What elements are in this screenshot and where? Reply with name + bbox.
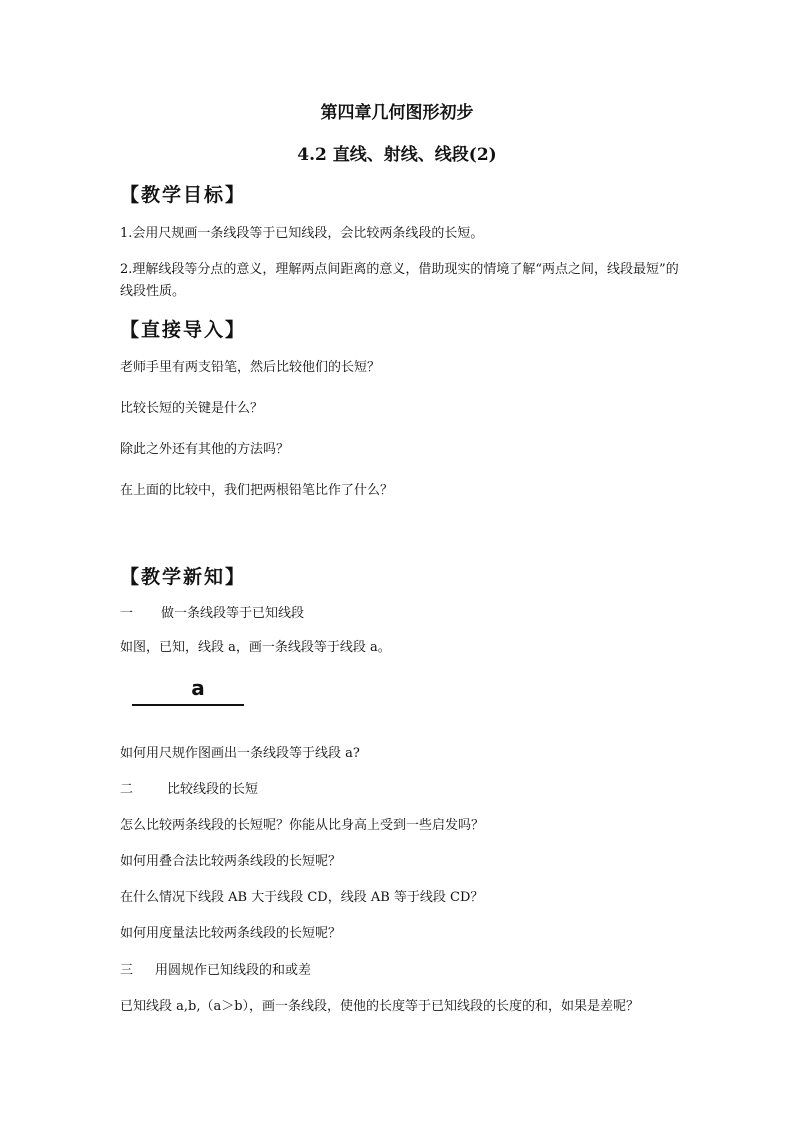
page-subtitle: 4.2 直线、射线、线段(2) bbox=[297, 145, 497, 165]
intro-line-3: 除此之外还有其他的方法吗？ bbox=[120, 442, 290, 457]
part2-number: 二 bbox=[120, 782, 134, 797]
objective-item-1: 1.会用尺规画一条线段等于已知线段，会比较两条线段的长短。 bbox=[120, 226, 484, 241]
intro-line-2: 比较长短的关键是什么？ bbox=[120, 401, 264, 416]
part2-line-4: 如何用度量法比较两条线段的长短呢？ bbox=[120, 926, 342, 941]
part3-line-1: 已知线段 a,b,（a＞b），画一条线段，使他的长度等于已知线段的长度的和，如果是差呢？ bbox=[120, 999, 640, 1014]
heading-new-knowledge: 【教学新知】 bbox=[120, 566, 247, 588]
part2-title: 比较线段的长短 bbox=[167, 782, 259, 797]
intro-line-1: 老师手里有两支铅笔，然后比较他们的长短？ bbox=[120, 360, 381, 375]
page-title: 第四章几何图形初步 bbox=[320, 103, 474, 123]
part1-line-1: 如图，已知，线段 a，画一条线段等于线段 a。 bbox=[120, 640, 391, 655]
intro-line-4: 在上面的比较中，我们把两根铅笔比作了什么？ bbox=[120, 483, 394, 498]
part3-heading bbox=[120, 960, 311, 982]
part1-question: 如何用尺规作图画出一条线段等于线段 a? bbox=[120, 746, 360, 761]
segment-figure bbox=[118, 672, 252, 724]
part1-title: 做一条线段等于已知线段 bbox=[161, 606, 305, 621]
segment-label: a bbox=[191, 676, 205, 700]
part2-line-2: 如何用叠合法比较两条线段的长短呢？ bbox=[120, 854, 342, 869]
part2-line-1: 怎么比较两条线段的长短呢？你能从比身高上受到一些启发吗？ bbox=[120, 818, 485, 833]
part1-number: 一 bbox=[120, 606, 134, 621]
heading-intro: 【直接导入】 bbox=[120, 319, 247, 341]
heading-objectives: 【教学目标】 bbox=[120, 184, 247, 206]
part3-title: 用圆规作已知线段的和或差 bbox=[155, 963, 312, 978]
part1-heading bbox=[120, 603, 304, 625]
part3-number: 三 bbox=[120, 963, 134, 978]
objective-item-2: 2.理解线段等分点的意义，理解两点间距离的意义，借助现实的情境了解“两点之间，线段最短”的线段性质。 bbox=[120, 262, 679, 299]
part2-line-3: 在什么情况下线段 AB 大于线段 CD，线段 AB 等于线段 CD？ bbox=[120, 890, 484, 905]
part2-heading bbox=[120, 779, 258, 801]
segment-line bbox=[132, 704, 244, 706]
